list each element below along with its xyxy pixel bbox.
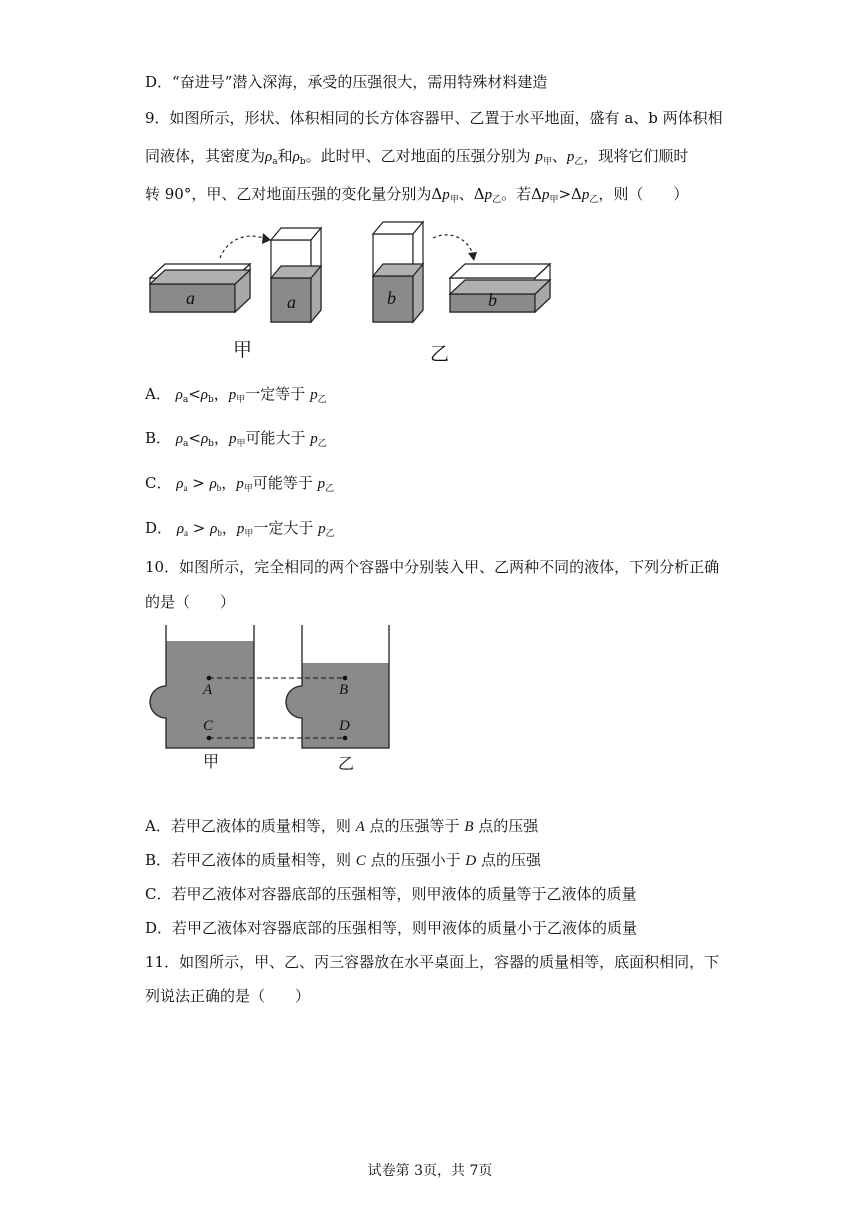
q9-text: 。若Δ xyxy=(501,185,542,203)
subscript-yi: 乙 xyxy=(589,195,599,205)
p-symbol: p xyxy=(541,187,550,203)
option-text: 一定大于 xyxy=(253,519,319,537)
rotate-arrow-icon xyxy=(220,236,263,258)
subscript-a: a xyxy=(182,395,189,405)
label-b-lying: b xyxy=(488,290,497,310)
option-label: D． xyxy=(145,519,173,537)
comma: ， xyxy=(221,519,237,537)
q9-option-a xyxy=(145,384,327,410)
subscript-a: a xyxy=(183,439,189,449)
option-text: A．若甲乙液体的质量相等，则 xyxy=(145,817,356,835)
p-symbol: p xyxy=(484,187,493,203)
subscript-a: a xyxy=(183,483,188,493)
jia-lying-container xyxy=(150,264,250,312)
q9-text: ，则（ ） xyxy=(598,185,689,203)
subscript-a: a xyxy=(184,528,189,538)
jia-standing-container xyxy=(271,228,321,322)
rho-symbol: ρ xyxy=(176,521,185,537)
rho-symbol: ρ xyxy=(265,149,273,165)
caption-yi: 乙 xyxy=(430,343,450,365)
point-d-label: D xyxy=(339,718,350,734)
subscript-yi: 乙 xyxy=(325,484,335,494)
point-var: A xyxy=(355,819,365,835)
caption-jia: 甲 xyxy=(233,339,253,361)
q10-stem-line1: 10．如图所示，完全相同的两个容器中分别装入甲、乙两种不同的液体，下列分析正确 xyxy=(145,558,720,576)
point-d-dot xyxy=(343,736,348,741)
relation: > xyxy=(187,474,210,492)
p-symbol: p xyxy=(566,149,575,165)
label-a-lying: a xyxy=(186,288,195,308)
point-a-label: A xyxy=(203,682,213,698)
q10-stem-line2: 的是（ ） xyxy=(145,593,236,611)
subscript-jia: 甲 xyxy=(244,529,254,539)
relation: < xyxy=(188,429,201,447)
q9-text: 。此时甲、乙对地面的压强分别为 xyxy=(305,147,531,165)
q11-stem-line2: 列说法正确的是（ ） xyxy=(145,987,311,1005)
rho-symbol: ρ xyxy=(292,149,300,165)
rho-symbol: ρ xyxy=(210,521,218,537)
subscript-jia: 甲 xyxy=(542,157,552,167)
q9-text: 、 xyxy=(458,185,474,203)
option-text: 一定等于 xyxy=(245,385,306,403)
p-symbol: p xyxy=(581,187,590,203)
p-symbol: p xyxy=(228,431,237,447)
q9-text: 同液体，其密度为 xyxy=(145,147,266,165)
yi-standing-container xyxy=(373,222,423,322)
rho-symbol: ρ xyxy=(175,387,183,403)
prev-option-d: D．“奋进号”潜入深海，承受的压强很大，需用特殊材料建造 xyxy=(145,73,548,91)
option-label: C． xyxy=(145,474,172,492)
p-symbol: p xyxy=(236,521,245,537)
subscript-jia: 甲 xyxy=(243,484,253,494)
q9-text: 、 xyxy=(551,147,567,165)
relation: > xyxy=(188,519,211,537)
caption-yi-q10: 乙 xyxy=(338,754,355,773)
subscript-jia: 甲 xyxy=(236,395,246,405)
label-a-standing: a xyxy=(287,292,296,312)
subscript-yi: 乙 xyxy=(325,529,335,539)
q10-option-b xyxy=(145,850,541,871)
point-c-dot xyxy=(207,736,212,741)
q9-option-d xyxy=(145,518,335,544)
subscript-b: b xyxy=(216,483,222,493)
subscript-a: a xyxy=(272,157,278,167)
label-b-standing: b xyxy=(387,288,396,308)
p-symbol: p xyxy=(310,431,318,447)
rho-symbol: ρ xyxy=(200,387,208,403)
page-footer: 试卷第 3页，共 7页 xyxy=(367,1163,493,1179)
q10-option-c: C．若甲乙液体对容器底部的压强相等，则甲液体的质量等于乙液体的质量 xyxy=(145,885,637,903)
p-symbol: p xyxy=(535,149,543,165)
subscript-jia: 甲 xyxy=(236,439,246,449)
q9-text: 和 xyxy=(277,147,293,165)
option-text: 可能等于 xyxy=(252,474,313,492)
p-symbol: p xyxy=(228,387,237,403)
option-text: 可能大于 xyxy=(245,429,306,447)
point-b-label: B xyxy=(339,682,349,698)
subscript-jia: 甲 xyxy=(449,195,459,205)
q9-text: >Δ xyxy=(558,185,582,203)
q9-stem-line1: 9．如图所示，形状、体积相同的长方体容器甲、乙置于水平地面，盛有 a、b 两体积相 xyxy=(145,109,723,127)
point-c-label: C xyxy=(203,718,214,734)
q9-option-c xyxy=(145,473,334,499)
point-var: C xyxy=(355,853,366,869)
point-var: D xyxy=(465,853,477,869)
q10-option-d: D．若甲乙液体对容器底部的压强相等，则甲液体的质量小于乙液体的质量 xyxy=(145,919,638,937)
subscript-b: b xyxy=(299,157,306,167)
q9-text: ，现将它们顺时 xyxy=(583,147,689,165)
rho-symbol: ρ xyxy=(200,431,209,447)
jia-container xyxy=(150,625,254,748)
yi-container xyxy=(286,625,389,748)
point-a-dot xyxy=(207,676,212,681)
rotate-arrow-icon xyxy=(433,235,473,254)
subscript-yi: 乙 xyxy=(317,395,327,405)
subscript-yi: 乙 xyxy=(317,439,327,449)
relation: < xyxy=(188,385,201,403)
option-text: 点的压强 xyxy=(476,851,541,869)
q9-stem-line3: 转 90°，甲、乙对地面压强的变化量分别为$\Delta p_甲$、$\Delta p_乙$。若$\Delta p_甲>\Delta p_乙$，则（ ） xyxy=(145,185,689,205)
q10-option-a xyxy=(145,816,538,837)
p-symbol: p xyxy=(317,476,326,492)
comma: ， xyxy=(221,474,237,492)
q9-figure xyxy=(145,220,565,365)
point-var: B xyxy=(464,819,474,835)
option-text: 点的压强小于 xyxy=(365,851,466,869)
rho-symbol: ρ xyxy=(209,476,217,492)
option-label: B． xyxy=(145,429,172,447)
subscript-yi: 乙 xyxy=(574,157,584,167)
rho-symbol: ρ xyxy=(176,476,184,492)
option-text: 点的压强 xyxy=(473,817,539,835)
q9-text: 转 90°，甲、乙对地面压强的变化量分别为Δ xyxy=(145,185,443,203)
subscript-b: b xyxy=(217,528,222,538)
option-text: 点的压强等于 xyxy=(364,817,465,835)
yi-lying-container xyxy=(450,264,550,312)
subscript-b: b xyxy=(207,395,214,405)
q10-figure xyxy=(145,625,395,750)
p-symbol: p xyxy=(236,476,244,492)
p-symbol: p xyxy=(310,387,318,403)
comma: ， xyxy=(213,385,229,403)
comma: ， xyxy=(213,429,229,447)
rho-symbol: ρ xyxy=(175,431,184,447)
q9-stem-line2 xyxy=(145,146,688,172)
option-label: A． xyxy=(145,385,171,403)
option-text: B．若甲乙液体的质量相等，则 xyxy=(145,851,356,869)
p-symbol: p xyxy=(442,187,450,203)
subscript-yi: 乙 xyxy=(492,195,502,205)
p-symbol: p xyxy=(318,521,326,537)
q9-option-b xyxy=(145,428,327,454)
q11-stem-line1: 11．如图所示，甲、乙、丙三容器放在水平桌面上，容器的质量相等，底面积相同，下 xyxy=(145,953,720,971)
point-b-dot xyxy=(343,676,348,681)
caption-jia-q10: 甲 xyxy=(203,752,220,771)
subscript-jia: 甲 xyxy=(549,195,559,205)
subscript-b: b xyxy=(208,439,214,449)
